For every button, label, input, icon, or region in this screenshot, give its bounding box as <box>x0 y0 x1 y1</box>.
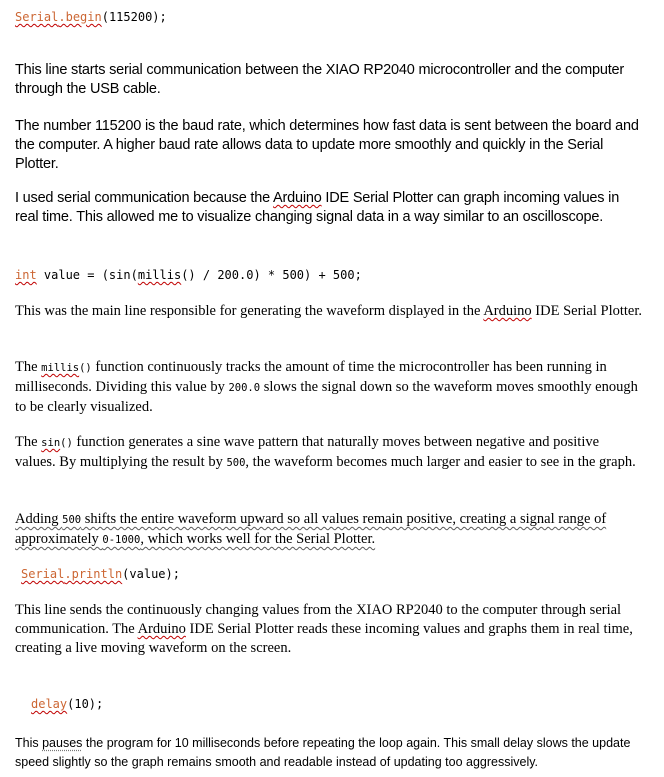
pauses-word: pauses <box>42 736 83 750</box>
code-keyword: Serial <box>15 10 59 24</box>
paragraph-main-line: This was the main line responsible for generating the waveform displayed in the Arduino IDE Serial Plotter. <box>15 303 642 319</box>
paragraph-offset: Adding 500 shifts the entire waveform upward so all values remain positive, creating a signal range of approximately 0-1000, which works well for the Serial Plotter. <box>15 511 607 547</box>
code-keyword: Serial <box>21 567 65 581</box>
code-args: (value); <box>122 567 180 581</box>
inline-code-500: 500 <box>62 514 82 526</box>
code-delay <box>31 697 103 712</box>
paragraph-serial-start <box>15 61 645 99</box>
inline-code-range: 0-1000 <box>102 534 141 546</box>
code-waveform-line: int value = (sin(millis() / 200.0) * 500) + 500; <box>15 268 362 282</box>
paragraph-text: This line starts serial communication between the XIAO RP2040 microcontroller and the computer through the USB cable. <box>15 62 625 97</box>
inline-code-500: 500 <box>226 457 246 469</box>
code-serial-begin: Serial.begin(115200); <box>15 10 167 24</box>
code-method: println <box>71 567 123 581</box>
code-args: (10); <box>67 697 104 711</box>
arduino-word: Arduino <box>483 303 532 319</box>
arduino-word: Arduino <box>273 190 322 206</box>
code-args: (115200); <box>101 10 167 24</box>
paragraph-text: The number 115200 is the baud rate, which determines how fast data is sent between the board and the computer. A higher baud rate allows data to update more smoothly and quickly in the Serial Plotter. <box>15 118 639 172</box>
paragraph-millis: The millis() function continuously tracks the amount of time the microcontroller has been running in milliseconds. Dividing this value by 200.0 slows the signal down so the waveform moves smoothly enough to be clearly visualized. <box>15 359 638 415</box>
arduino-word: Arduino <box>137 621 186 637</box>
inline-code-sin: sin <box>41 437 61 449</box>
paragraph-serial-plotter: I used serial communication because the Arduino IDE Serial Plotter can graph incoming values in real time. This allowed me to visualize changing signal data in a way similar to an oscilloscope. <box>15 190 620 225</box>
paragraph-println: This line sends the continuously changing values from the XIAO RP2040 to the computer through serial communication. The Arduino IDE Serial Plotter reads these incoming values and graphs them in real time, creating a live moving waveform on the screen. <box>15 602 633 656</box>
code-type: int <box>15 268 37 282</box>
inline-code-200: 200.0 <box>228 382 261 394</box>
code-fn: millis <box>137 268 182 282</box>
inline-code-millis: millis <box>41 362 80 374</box>
code-serial-println: Serial.println(value); <box>21 567 180 581</box>
paragraph-baud-rate <box>15 117 645 174</box>
paragraph-delay: This pauses the program for 10 milliseconds before repeating the loop again. This small delay slows the update speed slightly so the graph remains smooth and readable instead of updating too aggressively. <box>15 736 631 769</box>
code-method: begin <box>65 10 102 24</box>
code-fn: delay <box>31 697 68 711</box>
paragraph-sin: The sin() function generates a sine wave pattern that naturally moves between negative and positive values. By multiplying the result by 500, the waveform becomes much larger and easier to see in the graph. <box>15 434 636 470</box>
